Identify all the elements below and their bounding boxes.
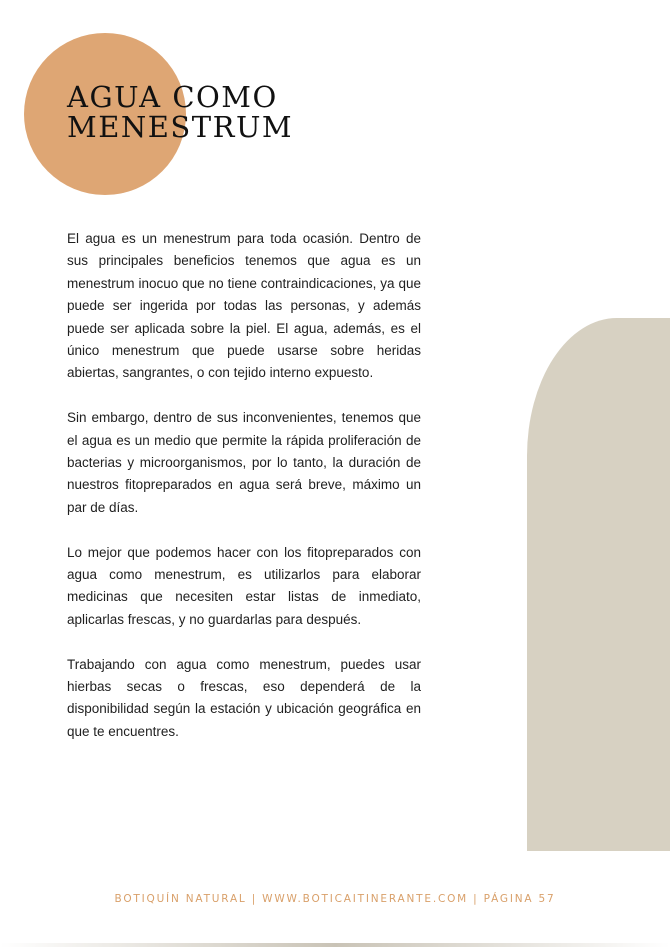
bottom-divider	[0, 943, 670, 947]
paragraph-4: Trabajando con agua como menestrum, puedes usar hierbas secas o frescas, eso dependerá de la disponibilidad según la estación y ubicación geográfica en que te encuentres.	[67, 656, 421, 739]
page-footer: BOTIQUÍN NATURAL | WWW.BOTICAITINERANTE.COM | PÁGINA 57	[114, 893, 556, 905]
paragraph-2: Sin embargo, dentro de sus inconvenientes, tenemos que el agua es un medio que permite la rápida proliferación de bacterias y microorganismos, por lo tanto, la duración de nuestros fitopreparados en agua será breve, máximo un par de días.	[67, 410, 421, 515]
decorative-arch	[527, 318, 670, 851]
paragraph-1: El agua es un menestrum para toda ocasión. Dentro de sus principales beneficios tenemos que agua es un menestrum inocuo que no tiene contraindicaciones, ya que puede ser ingerida por todas las personas, y además puede ser aplicada sobre la piel. El agua, además, es el único menestrum que puede usarse sobre heridas abiertas, sangrantes, o con tejido interno expuesto.	[67, 231, 421, 381]
paragraph-3: Lo mejor que podemos hacer con los fitopreparados con agua como menestrum, es utilizarlos para elaborar medicinas que necesiten estar listas de inmediato, aplicarlas frescas, y no guardarlas para después.	[67, 544, 421, 627]
page-title-line-2: MENESTRUM	[67, 110, 294, 144]
body-text	[67, 228, 421, 766]
page-title	[67, 82, 293, 142]
page-title-line-1: AGUA COMO	[67, 80, 278, 114]
